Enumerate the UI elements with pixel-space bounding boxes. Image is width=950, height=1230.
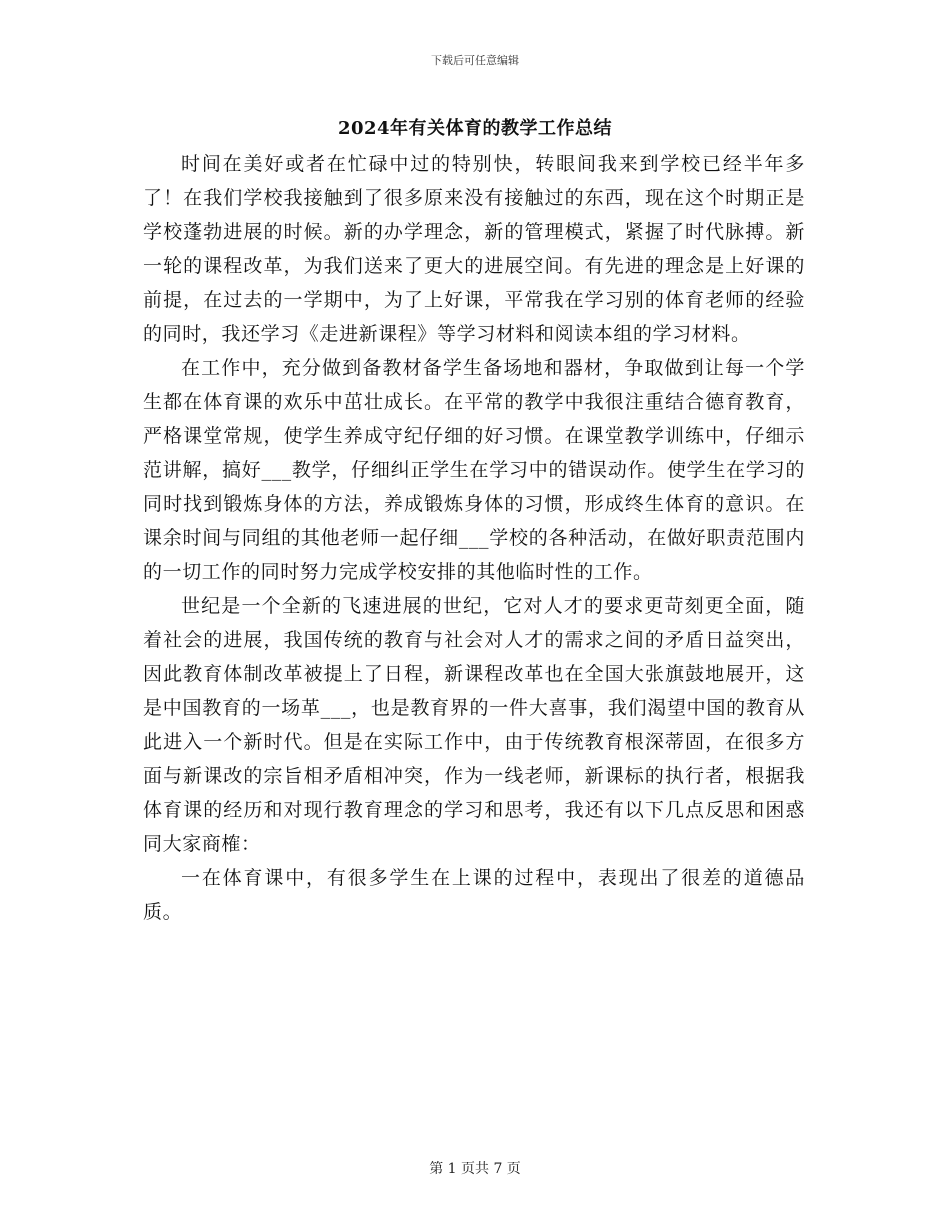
- paragraph-3: 世纪是一个全新的飞速进展的世纪，它对人才的要求更苛刻更全面，随着社会的进展，我国传统的教育与社会对人才的需求之间的矛盾日益突出，因此教育体制改革被提上了日程，新课程改革也在全国大张旗鼓地展开，这是中国教育的一场革___，也是教育界的一件大喜事，我们渴望中国的教育从此进入一个新时代。但是在实际工作中，由于传统教育根深蒂固，在很多方面与新课改的宗旨相矛盾相冲突，作为一线老师，新课标的执行者，根据我体育课的经历和对现行教育理念的学习和思考，我还有以下几点反思和困惑同大家商榷：: [143, 595, 805, 855]
- paragraph-4: 一在体育课中，有很多学生在上课的过程中，表现出了很差的道德品质。: [143, 867, 805, 923]
- paragraph-1: 时间在美好或者在忙碌中过的特别快，转眼间我来到学校已经半年多了！在我们学校我接触到了很多原来没有接触过的东西，现在这个时期正是学校蓬勃进展的时候。新的办学理念，新的管理模式，紧握了时代脉搏。新一轮的课程改革，为我们送来了更大的进展空间。有先进的理念是上好课的前提，在过去的一学期中，为了上好课，平常我在学习别的体育老师的经验的同时，我还学习《走进新课程》等学习材料和阅读本组的学习材料。: [143, 153, 805, 345]
- document-title: 2024年有关体育的教学工作总结: [337, 118, 613, 139]
- page-header-note: 下载后可任意编辑: [431, 54, 519, 67]
- paragraph-2: 在工作中，充分做到备教材备学生备场地和器材，争取做到让每一个学生都在体育课的欢乐中茁壮成长。在平常的教学中我很注重结合德育教育，严格课堂常规，使学生养成守纪仔细的好习惯。在课堂教学训练中，仔细示范讲解，搞好___教学，仔细纠正学生在学习中的错误动作。使学生在学习的同时找到锻炼身体的方法，养成锻炼身体的习惯，形成终生体育的意识。在课余时间与同组的其他老师一起仔细___学校的各种活动，在做好职责范围内的一切工作的同时努力完成学校安排的其他临时性的工作。: [143, 357, 805, 583]
- page-number: 第 1 页共 7 页: [429, 1161, 521, 1177]
- document-body: [143, 147, 805, 929]
